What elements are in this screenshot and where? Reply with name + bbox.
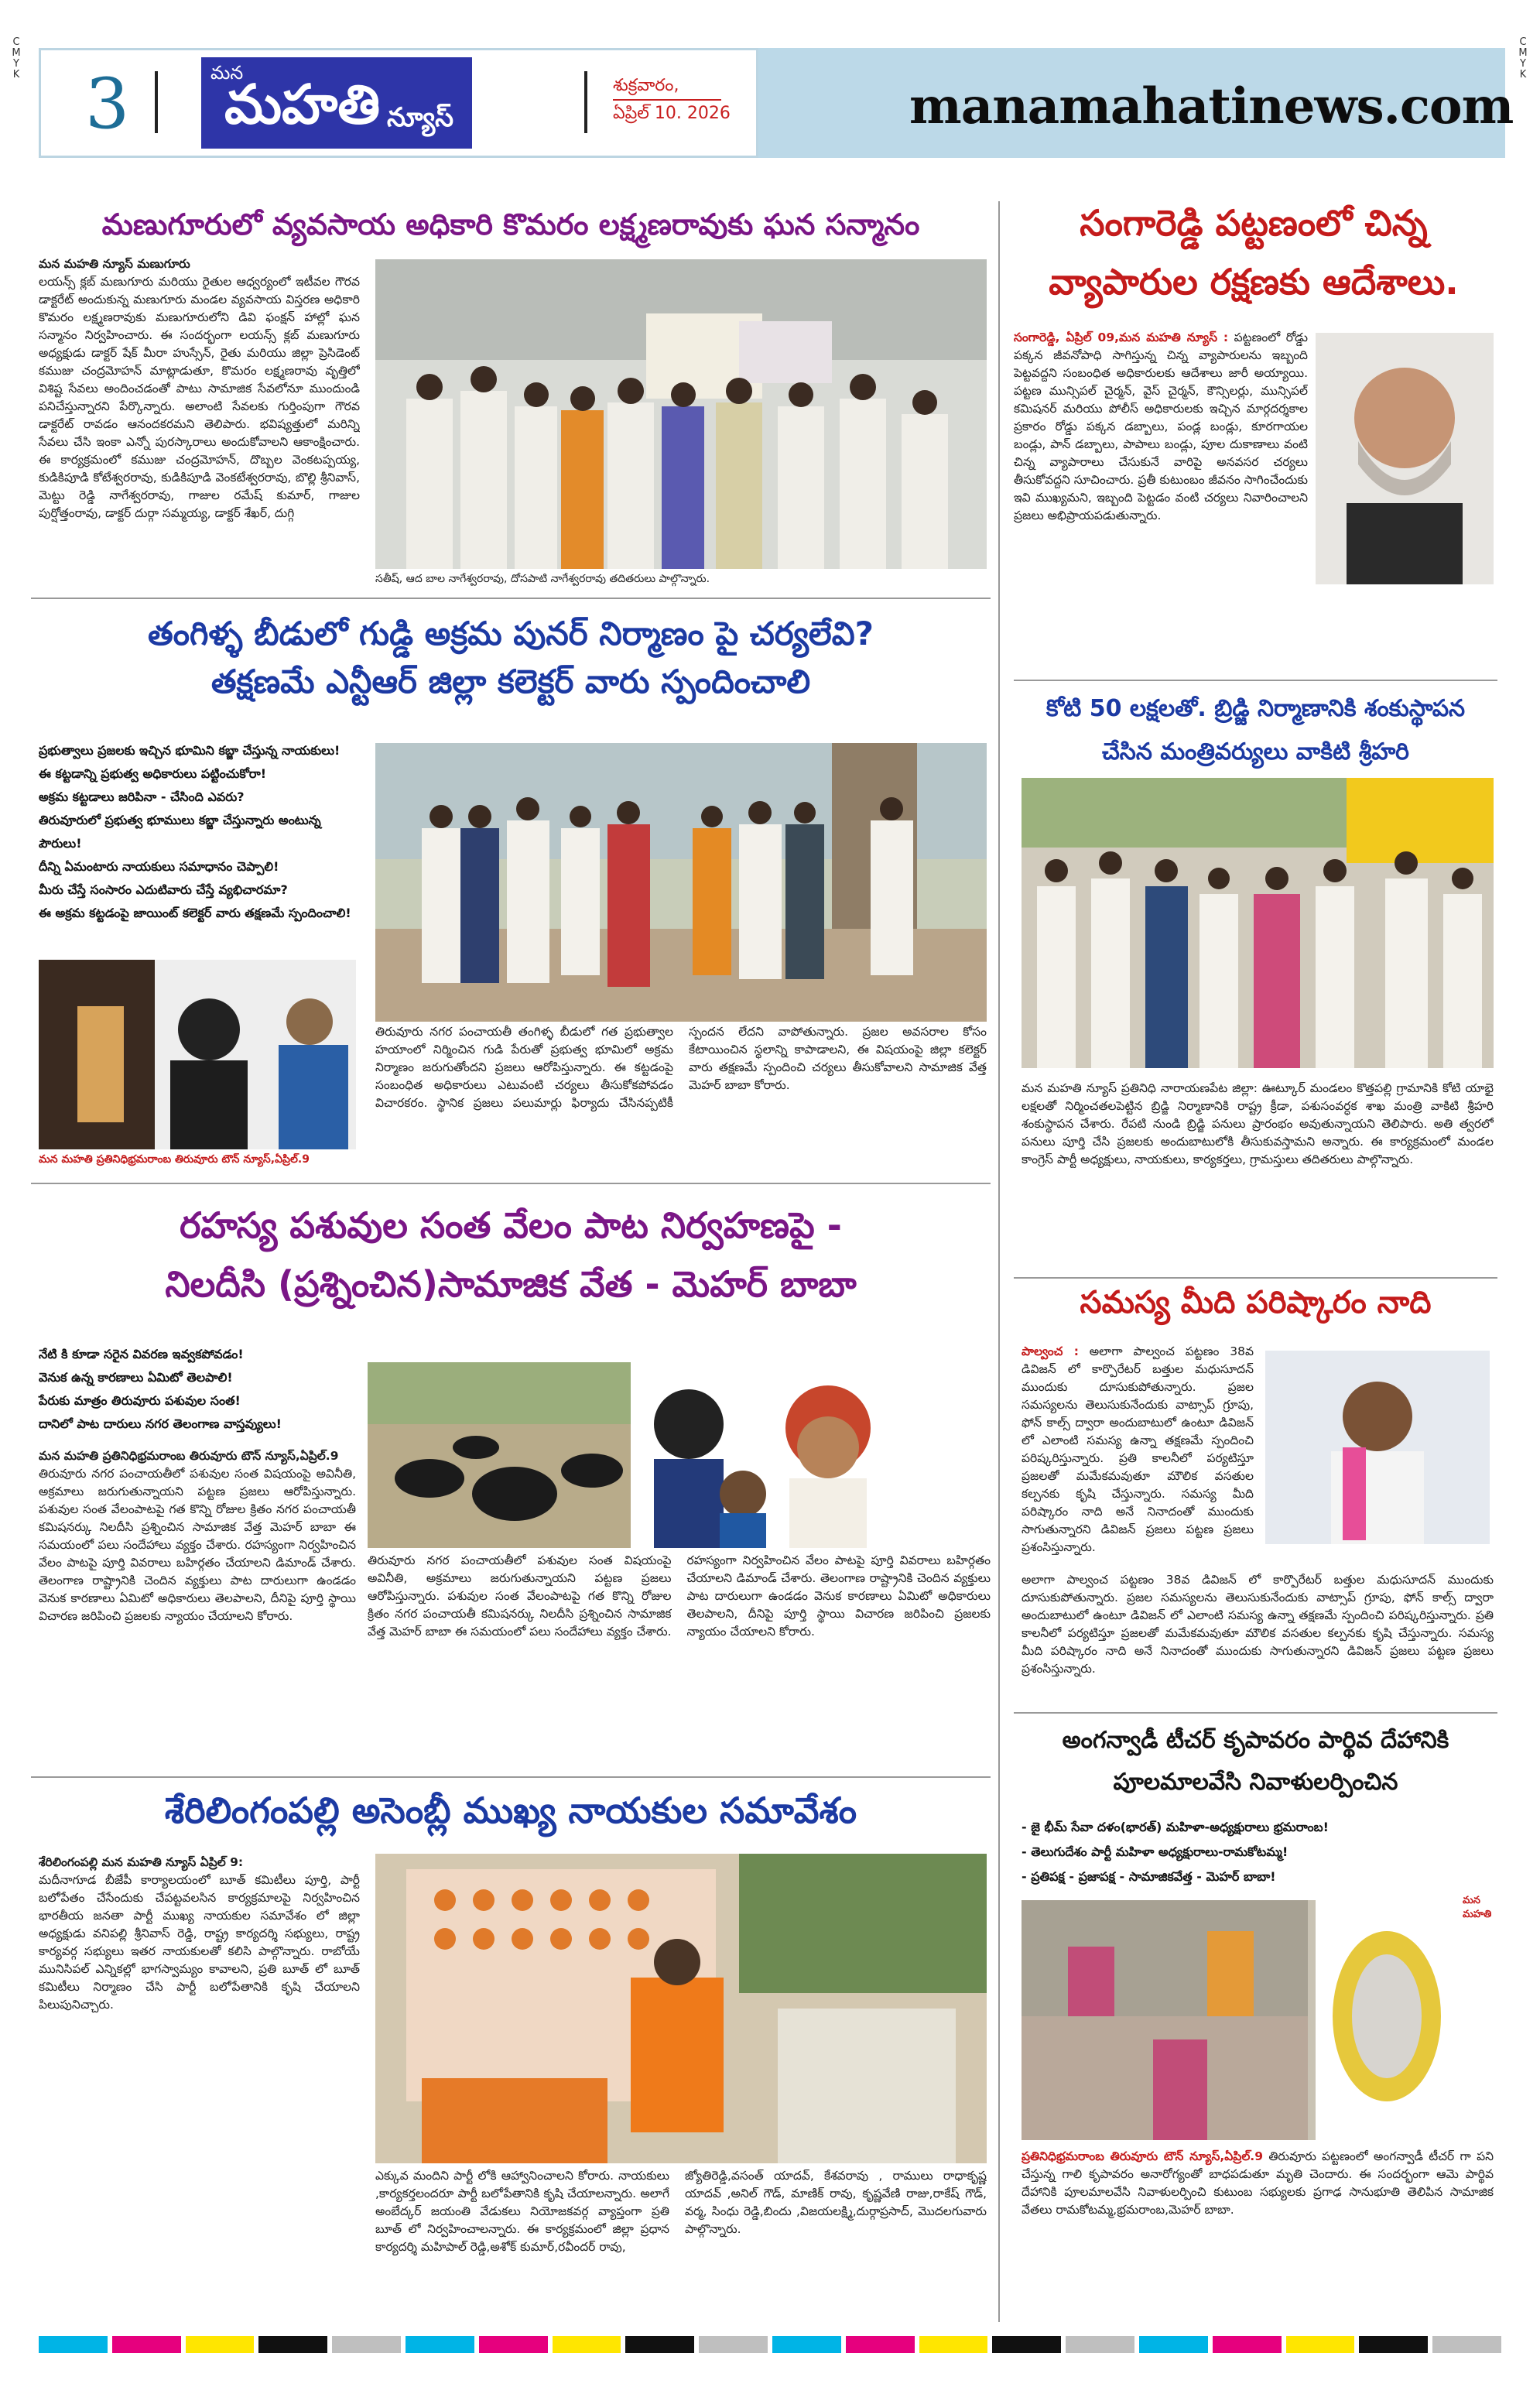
bullet-line: ఈ అక్రమ కట్టడంపై జాయింట్ కలెక్టర్ వారు తక్షణమే స్పందించాలి!	[39, 906, 351, 920]
article1-body	[39, 255, 360, 592]
article8-bullets	[1022, 1815, 1494, 1889]
bullet-line: మీరు చేస్తే సంసారం ఎదుటివారు చేస్తే వ్యభిచారమా?	[39, 882, 288, 897]
article1-dateline: మన మహతి న్యూస్ మణుగూరు	[39, 257, 190, 271]
groundbreaking-photo	[375, 743, 987, 1022]
article3-collage	[635, 1362, 991, 1548]
cmyk-mark-right: C M Y K	[1518, 36, 1528, 80]
color-swatch	[699, 2336, 768, 2353]
article5-headline-line1: సంగారెడ్డి పట్టణంలో చిన్న	[1080, 202, 1428, 244]
article6-headline-line1: కోటి 50 లక్షలతో. బ్రిడ్జి నిర్మాణానికి శంకుస్థాపన	[1045, 695, 1466, 722]
article8-headline-line2: పూలమాలవేసి నివాళులర్పించిన	[1113, 1769, 1398, 1796]
tribute-photo	[1022, 1900, 1459, 2140]
article8-headline-line1: అంగన్వాడీ టీచర్ కృపావరం పార్థివ దేహానికి	[1062, 1727, 1449, 1754]
bullet-line: దానిలో పాట దారులు నగర తెలంగాణ వాస్తవ్యులు!	[39, 1416, 282, 1431]
bullet-line: తిరువూరులో ప్రభుత్వ భూములు కబ్జా చేస్తున్నారు అంటున్న పౌరులు!	[39, 813, 321, 851]
color-swatch	[772, 2336, 841, 2353]
article4-body-3: జ్యోతిరెడ్డి,వసంత్ యాదవ్, కేశవరావు , రాములు రాధాకృష్ణ యాదవ్ ,అనిల్ గౌడ్, మాణిక్ రావు, కృష్ణవేణి రాజు,రాకేష్ గౌడ్, వర్మ, సింధు రెడ్డి,బిందు ,విజయలక్ష్మి,దుర్గాప్రసాద్, మొదలగువారు పాల్గొన్నారు.	[685, 2169, 987, 2236]
article4-text: మదీనాగూడ బీజేపీ కార్యాలయంలో బూత్ కమిటీలు పూర్తి, పార్టీ బలోపేతం చేసేందుకు చేపట్టవలసిన కార్యక్రమాలపై నిర్వహించిన భారతీయ జనతా పార్టీ ముఖ్య నాయకుల సమావేశం లో జిల్లా అధ్యక్షుడు వనిపల్లి శ్రీనివాస్ రెడ్డి, రాష్ట్ర కార్యదర్శి సభ్యులు, రాష్ట్ర కార్యవర్గ సభ్యులు ఇతర నాయకులతో కలిసి పాల్గొన్నారు. రాబోయే మునిసిపల్ ఎన్నికల్లో భాగస్వామ్యం కావాలని, ప్రతి బూత్ లో బూత్ కమిటీలు నిర్మాణం చేసి పార్టీ బలోపేతానికి కృషి చేయాలని పిలుపునిచ్చారు.	[39, 1873, 360, 2012]
bjp-meeting-photo	[375, 1854, 987, 2163]
masthead	[39, 48, 1514, 158]
article8-photo	[1022, 1900, 1459, 2140]
article3-bullets	[39, 1343, 356, 1436]
divider	[31, 598, 991, 599]
bullet-line: ఈ కట్టడాన్ని ప్రభుత్వ అధికారులు పట్టించుకోరా!	[39, 766, 267, 781]
article3-body	[39, 1447, 356, 1769]
color-swatch	[406, 2336, 474, 2353]
article7-dateline: పాల్వంచ :	[1022, 1344, 1079, 1358]
article4-photo	[375, 1854, 987, 2163]
article6-body: మన మహతి న్యూస్ ప్రతినిధి నారాయణపేట జిల్లా: ఊట్కూర్ మండలం కొత్తపల్లి గ్రామానికి కోటి యాభై లక్షలతో నిర్మించతలపెట్టిన బ్రిడ్జి నిర్మాణానికి రాష్ట్ర క్రీడా, పశుసంవర్ధక శాఖ మంత్రి వాకిటి శ్రీహరి శంకుస్థాపన చేశారు. రేపటి నుండి బ్రిడ్జి పనులు ప్రారంభం అవుతున్నాయని తెలిపారు. అతి త్వరలో పనులు పూర్తి చేసి ప్రజలకు అందుబాటులోకి తీసుకువస్తామని అన్నారు. ఈ కార్యక్రమంలో మండల కాంగ్రెస్ పార్టీ అధ్యక్షులు, నాయకులు, కార్యకర్తలు, గ్రామస్తులు తదితరులు పాల్గొన్నారు.	[1022, 1081, 1494, 1166]
article1-headline: మణుగూరులో వ్యవసాయ అధికారి కొమరం లక్ష్మణరావుకు ఘన సన్మానం	[101, 207, 920, 241]
article2-headline-line1: తంగిళ్ళ బీడులో గుడ్డి అక్రమ పునర్ నిర్మాణం పై చర్యలేవి?	[148, 615, 874, 652]
color-swatch	[992, 2336, 1061, 2353]
article3-headline	[31, 1196, 991, 1313]
article7-text: అలాగా పాల్వంచ పట్టణం 38వ డివిజన్ లో కార్పొరేటర్ బత్తుల మధుసూదన్ ముందుకు దూసుకుపోతున్నారు. ప్రజల సమస్యలను తెలుసుకునేందుకు వాట్సాప్ గ్రూపు, ఫోన్ కాల్స్ ద్వారా అందుబాటులో ఉంటూ డివిజన్ లో ఎలాంటి సమస్య ఉన్నా తక్షణమే స్పందించి పరిష్కరిస్తున్నారు. ప్రతి కాలనీలో పర్యటిస్తూ ప్రజలతో మమేకమవుతూ మౌలిక వసతుల కల్పనకు కృషి చేస్తున్నారు. సమస్య మీది పరిష్కారం నాది అనే నినాదంతో ముందుకు సాగుతున్నారని డివిజన్ ప్రజలు పట్టణ ప్రజలు ప్రశంసిస్తున్నారు.	[1022, 1344, 1254, 1554]
article7-portrait	[1265, 1351, 1490, 1544]
weekday: శుక్రవారం,	[613, 76, 679, 95]
article7-body-continued: అలాగా పాల్వంచ పట్టణం 38వ డివిజన్ లో కార్పొరేటర్ బత్తుల మధుసూదన్ ముందుకు దూసుకుపోతున్నారు. ప్రజల సమస్యలను తెలుసుకునేందుకు వాట్సాప్ గ్రూపు, ఫోన్ కాల్స్ ద్వారా అందుబాటులో ఉంటూ డివిజన్ లో ఎలాంటి సమస్య ఉన్నా తక్షణమే స్పందించి పరిష్కరిస్తున్నారు. ప్రతి కాలనీలో పర్యటిస్తూ ప్రజలతో మమేకమవుతూ మౌలిక వసతుల కల్పనకు కృషి చేస్తున్నారు. సమస్య మీది పరిష్కారం నాది అనే నినాదంతో ముందుకు సాగుతున్నారని డివిజన్ ప్రజలు పట్టణ ప్రజలు ప్రశంసిస్తున్నారు.	[1022, 1573, 1494, 1676]
article2-photo-credit: మన మహతి ప్రతినిధిభ్రమరాంబ తిరువూరు టౌన్ న్యూస్,ఏప్రిల్.9	[39, 1153, 310, 1166]
article6-headline	[1014, 687, 1497, 774]
article2-headline-line2: తక్షణమే ఎన్టీఆర్ జిల్లా కలెక్టర్ వారు స్పందించాలి	[210, 663, 811, 700]
bullet-line: ప్రభుత్వాలు ప్రజలకు ఇచ్చిన భూమిని కబ్జా చేస్తున్న నాయకులు!	[39, 743, 341, 758]
article4-body-2: ఎక్కువ మందిని పార్టీ లోకి ఆహ్వానించాలని కోరారు. నాయకులు ,కార్యకర్తలందరూ పార్టీ బలోపేతానికి కృషి చేయాలన్నారు. అలాగే అంబేద్కర్ జయంతి వేడుకలు నియోజకవర్గ వ్యాప్తంగా ప్రతి బూత్ లో నిర్వహించాలన్నారు. ఈ కార్యక్రమంలో జిల్లా ప్రధాన కార్యదర్శి మహిపాల్ రెడ్డి,అశోక్ కుమార్,రవీందర్ రావు,	[375, 2169, 669, 2254]
color-swatch	[332, 2336, 401, 2353]
newspaper-logo	[201, 57, 472, 149]
bullet-line: పేరుకు మాత్రం తిరువూరు పశువుల సంత!	[39, 1393, 241, 1408]
cattle-market-photo	[368, 1362, 631, 1548]
color-swatch	[625, 2336, 694, 2353]
bullet-line: - ప్రతిపక్ష - ప్రజాపక్ష - సామాజికవేత్త - మెహర్ బాబా!	[1022, 1869, 1276, 1884]
article5-headline-line2: వ్యాపారుల రక్షణకు ఆదేశాలు.	[1049, 261, 1459, 303]
divider	[31, 1183, 991, 1184]
color-swatch	[846, 2336, 915, 2353]
logo-news-text: న్యూస్	[387, 102, 454, 133]
article3-headline-line1: రహస్య పశువుల సంత వేలం పాట నిర్వహణపై -	[180, 1204, 842, 1246]
color-swatch	[258, 2336, 327, 2353]
color-swatch	[39, 2336, 108, 2353]
print-color-bars	[39, 2336, 1501, 2353]
color-swatch	[186, 2336, 255, 2353]
bullet-line: - తెలుగుదేశం పార్టీ మహిళా అధ్యక్షురాలు-రామకోటమ్మ!	[1022, 1844, 1288, 1859]
color-swatch	[1066, 2336, 1134, 2353]
article6-photo	[1022, 778, 1494, 1068]
article5-portrait	[1316, 333, 1494, 584]
article8-side-label: మన మహతి	[1463, 1895, 1492, 1920]
article2-photo	[375, 743, 987, 1022]
bullet-line: వెనుక ఉన్న కారణాలు ఏమిటో తెలపాలి!	[39, 1370, 233, 1385]
article7-headline: సమస్య మీది పరిష్కారం నాది	[1080, 1285, 1432, 1320]
color-swatch	[919, 2336, 988, 2353]
bullet-line: దీన్ని ఏమంటారు నాయకులు సమాధానం చెప్పాలి!	[39, 859, 279, 874]
color-swatch	[112, 2336, 181, 2353]
article5-body	[1014, 329, 1308, 673]
article5-headline	[1014, 193, 1494, 311]
article4-dateline: శేరిలింగంపల్లి మన మహతి న్యూస్ ఏప్రిల్ 9:	[39, 1855, 244, 1869]
article5-dateline: సంగారెడ్డి, ఏప్రిల్ 09,మన మహతి న్యూస్ :	[1014, 330, 1229, 344]
bullet-line: - జై భీమ్ సేవా దళం(భారత్) మహిళా-అధ్యక్షురాలు భ్రమరాంబ!	[1022, 1820, 1329, 1834]
article4-body	[39, 1854, 360, 2299]
article5-text: పట్టణంలో రోడ్డు పక్కన జీవనోపాధి సాగిస్తున్న చిన్న వ్యాపారులను ఇబ్బంది పెట్టవద్దని సంబంధిత అధికారులకు ఆదేశాలు జారీ అయ్యాయి. పట్టణ మున్సిపల్ చైర్మన్, వైస్ చైర్మన్, కౌన్సిలర్లు, మున్సిపల్ కమిషనర్ మరియు పోలీస్ అధికారులకు ఇచ్చిన మార్గదర్శకాల ప్రకారం రోడ్డు పక్కన డబ్బాలు, పండ్ల బండ్లు, కూరగాయల బండ్లు, పాన్ డబ్బాలు, పాపాలు బండ్లు, పూల దుకాణాలు వంటి చిన్న వ్యాపారాలు చేసుకునే వారిపై అనవసర చర్యలు తీసుకోవద్దని సూచించారు. ప్రతీ కుటుంబం జీవనం సాగించేందుకు ఇవి ముఖ్యమని, ఇబ్బంది పెట్టడం వంటి చర్యలు నివారించాలని ప్రజలు అభిప్రాయపడుతున్నారు.	[1014, 330, 1308, 522]
felicitation-photo	[375, 259, 987, 569]
color-swatch	[553, 2336, 621, 2353]
date: ఏప్రిల్ 10. 2026	[613, 104, 731, 123]
portrait-photo	[1316, 333, 1494, 584]
color-swatch	[1139, 2336, 1208, 2353]
cmyk-mark-left: C M Y K	[12, 36, 21, 80]
article7-body	[1022, 1343, 1254, 1567]
article2-bullets	[39, 739, 356, 925]
article1-caption: సతీష్, ఆద బాల నాగేశ్వరరావు, దోసపాటి నాగేశ్వరరావు తదితరులు పాల్గొన్నారు.	[375, 573, 710, 585]
article3-headline-line2: నిలదీసి (ప్రశ్నించిన)సామాజిక వేత - మెహర్ బాబా	[165, 1263, 857, 1305]
article3-body-continued: తిరువూరు నగర పంచాయతీలో పశువుల సంత విషయంపై అవినీతి, అక్రమాలు జరుగుతున్నాయని పట్టణ ప్రజలు ఆరోపిస్తున్నారు. పశువుల సంత వేలంపాటపై గత కొన్ని రోజుల క్రితం నగర పంచాయతీ కమిషనర్కు నిలదీసి ప్రశ్నించిన సామాజిక వేత్త మెహర్ బాబా ఈ సమయంలో పలు సందేహాలు వ్యక్తం చేశారు. రహస్యంగా నిర్వహించిన వేలం పాటపై పూర్తి వివరాలు బహిర్గతం చేయాలని డిమాండ్ చేశారు. తెలంగాణ రాష్ట్రానికి చెందిన వ్యక్తులు పాట దారులుగా ఉండడం వెనుక కారణాలు ఏమిటో అధికారులు తెలపాలని, దీనిపై పూర్తి స్థాయి విచారణ జరిపించి ప్రజలకు న్యాయం చేయాలని కోరారు.	[368, 1553, 991, 1639]
issue-date	[613, 73, 731, 127]
color-swatch	[1286, 2336, 1355, 2353]
article3-dateline: మన మహతి ప్రతినిధిభ్రమరాంబ తిరువూరు టౌన్ న్యూస్,ఏప్రిల్.9	[39, 1449, 339, 1463]
article8-text: తిరువూరు పట్టణంలో అంగన్వాడీ టీచర్ గా పని చేస్తున్న గాలి కృపావరం అనారోగ్యంతో బాధపడుతూ మృతి చెందారు. ఈ సందర్భంగా ఆమె పార్థివ దేహానికి పూలమాలవేసి నివాళులర్పించి కుటుంబ సభ్యులకు ప్రగాఢ సానుభూతి తెలిపిన సామాజిక వేతలు రామకోటమ్మ,భ్రమరాంబ,మెహర్ బాబా.	[1022, 2149, 1494, 2217]
article2-body: తిరువూరు నగర పంచాయతీ తంగిళ్ళ బీడులో గత ప్రభుత్వాల హయాంలో నిర్మించిన గుడి పేరుతో ప్రభుత్వ భూమిలో అక్రమ నిర్మాణం జరుగుతోందని ప్రజలు ఆరోపిస్తున్నారు. ఈ కట్టడంపై సంబంధిత అధికారులు ఎటువంటి చర్యలు తీసుకోకపోవడం విచారకరం. స్థానిక ప్రజలు పలుమార్లు ఫిర్యాదు చేసినప్పటికీ స్పందన లేదని వాపోతున్నారు. ప్రజల అవసరాల కోసం కేటాయించిన స్థలాన్ని కాపాడాలని, ఈ విషయంపై జిల్లా కలెక్టర్ వారు తక్షణమే స్పందించి చర్యలు తీసుకోవాలని సామాజిక వేత్త మెహర్ బాబా కోరారు.	[375, 1025, 987, 1110]
color-swatch	[1359, 2336, 1428, 2353]
column-divider	[998, 201, 1000, 2322]
color-swatch	[479, 2336, 548, 2353]
divider	[1014, 680, 1497, 681]
color-swatch	[1432, 2336, 1501, 2353]
divider	[1014, 1277, 1497, 1279]
article8-headline	[1014, 1720, 1497, 1803]
article6-headline-line2: చేసిన మంత్రివర్యులు వాకిటి శ్రీహరి	[1102, 738, 1409, 765]
logo-main-text: మహతి	[224, 73, 381, 136]
website-url[interactable]: manamahatinews.com	[909, 77, 1514, 135]
masthead-divider	[155, 71, 158, 133]
article2-headline	[31, 610, 991, 706]
article3-photo-cattle	[368, 1362, 631, 1548]
bullet-line: అక్రమ కట్టడాలు జరిపినా - చేసింది ఎవరు?	[39, 789, 245, 804]
divider	[31, 1776, 991, 1778]
article8-body	[1022, 2148, 1494, 2303]
article8-dateline: ప్రతినిధిభ్రమరాంబ తిరువూరు టౌన్ న్యూస్,ఏప్రిల్.9	[1022, 2149, 1263, 2163]
article3-text: తిరువూరు నగర పంచాయతీలో పశువుల సంత విషయంపై అవినీతి, అక్రమాలు జరుగుతున్నాయని పట్టణ ప్రజలు ఆరోపిస్తున్నారు. పశువుల సంత వేలంపాటపై గత కొన్ని రోజుల క్రితం నగర పంచాయతీ కమిషనర్కు నిలదీసి ప్రశ్నించిన సామాజిక వేత్త మెహర్ బాబా ఈ సమయంలో పలు సందేహాలు వ్యక్తం చేశారు. రహస్యంగా నిర్వహించిన వేలం పాటపై పూర్తి వివరాలు బహిర్గతం చేయాలని డిమాండ్ చేశారు. తెలంగాణ రాష్ట్రానికి చెందిన వ్యక్తులు పాట దారులుగా ఉండడం వెనుక కారణాలు ఏమిటో అధికారులు తెలపాలని, దీనిపై పూర్తి స్థాయి విచారణ జరిపించి ప్రజలకు న్యాయం చేయాలని కోరారు.	[39, 1467, 356, 1623]
bullet-line: నేటి కి కూడా సరైన వివరణ ఇవ్వకపోవడం!	[39, 1347, 244, 1361]
bridge-foundation-photo	[1022, 778, 1494, 1068]
color-swatch	[1213, 2336, 1282, 2353]
article1-text: లయన్స్ క్లబ్ మణుగూరు మరియు రైతుల ఆధ్వర్యంలో ఇటీవల గౌరవ డాక్టరేట్ అందుకున్న మణుగూరు మండల వ్యవసాయ విస్తరణ అధికారి కొమరం లక్ష్మణరావుకు మణుగూరులోని డివి ఫంక్షన్ హాల్లో ఘన సన్మానం నిర్వహించారు. ఈ సందర్భంగా లయన్స్ క్లబ్ మణుగూరు అధ్యక్షుడు డాక్టర్ షేక్ మీరా హుస్సేన్, రైతు మరియు జిల్లా ప్రెసిడెంట్ కముజు చంద్రమోహన్ మాట్లాడుతూ, కొమరం లక్ష్మణరావు వృత్తిలో విశిష్ట సేవలు అందించడంతో పాటు సామాజిక సేవలోనూ ముందుండి పనిచేస్తున్నారని పేర్కొన్నారు. అలాంటి సేవలకు గుర్తింపుగా గౌరవ డాక్టరేట్ రావడం ఆనందకరమని తెలిపారు. భవిష్యత్తులో మరిన్ని సేవలు చేసి ఇంకా ఎన్నో పురస్కారాలు అందుకోవాలని ఆకాంక్షించారు. ఈ కార్యక్రమంలో కముజు చంద్రమోహన్, దొబ్బల వెంకటప్పయ్య, కుడికిపూడి కోటేశ్వరరావు, కుడికిపూడి వెంకటేశ్వరరావు, బొల్లి శ్రీనివాస్, మెట్టు రెడ్డి నాగేశ్వరరావు, గాజుల రమేష్ కుమార్, గాజుల పుర్షోత్తంరావు, డాక్టర్ దుర్గా సమ్మయ్య, డాక్టర్ శేఖర్, దుగ్గి	[39, 275, 360, 520]
article1-photo	[375, 259, 987, 569]
logo-small-text: మన	[210, 62, 244, 84]
page-number: 3	[85, 63, 130, 145]
article2-collage	[39, 960, 356, 1149]
corporator-photo	[1265, 1351, 1490, 1544]
leaders-collage	[635, 1362, 991, 1548]
ambedkar-collage	[39, 960, 356, 1149]
masthead-divider	[584, 71, 587, 133]
divider	[1014, 1712, 1497, 1714]
article4-headline: శేరిలింగంపల్లి అసెంబ్లీ ముఖ్య నాయకుల సమావేశం	[164, 1789, 857, 1831]
